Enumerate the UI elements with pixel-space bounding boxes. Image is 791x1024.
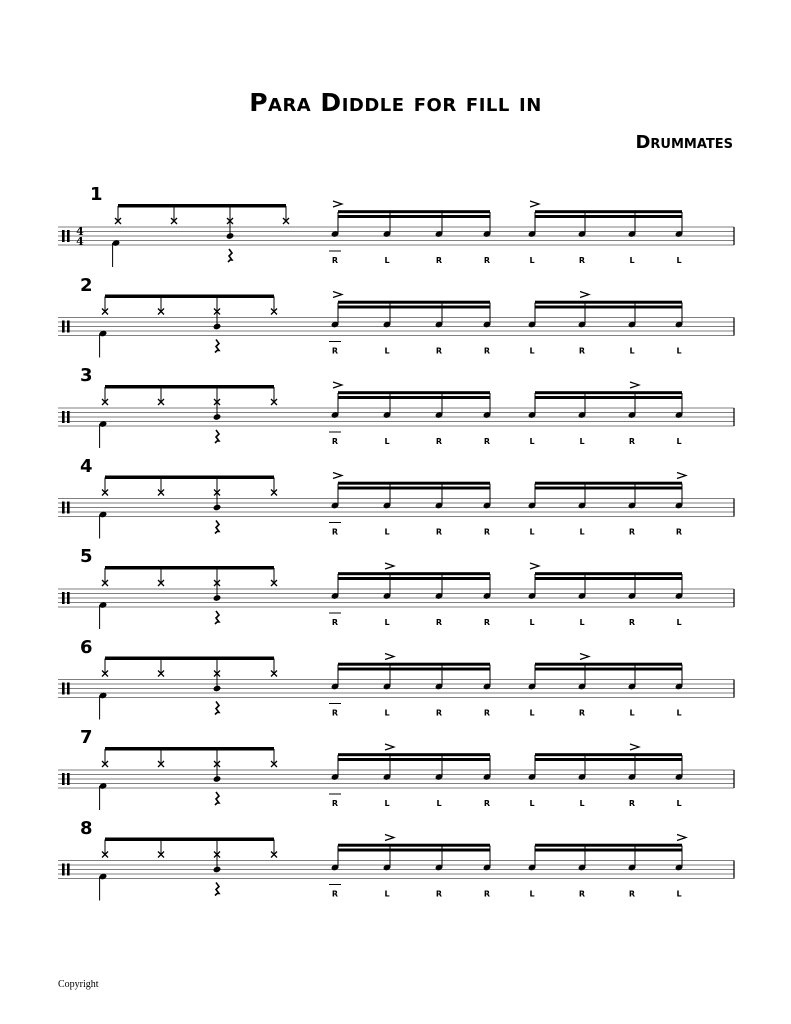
accent-mark xyxy=(630,744,639,750)
sticking-label: R xyxy=(331,708,339,718)
sticking-label: L xyxy=(676,256,682,265)
accent-mark xyxy=(333,292,342,298)
sticking-label: R xyxy=(435,618,443,627)
percussion-clef xyxy=(67,592,70,604)
percussion-clef xyxy=(67,230,70,242)
sixteenth-beam xyxy=(535,306,682,309)
sticking-label: R xyxy=(483,708,491,718)
sticking-label: L xyxy=(676,799,682,808)
sixteenth-beam xyxy=(535,577,682,580)
percussion-clef xyxy=(67,773,70,785)
sixteenth-beam xyxy=(338,572,490,575)
accent-mark xyxy=(677,473,686,479)
sticking-label: R xyxy=(435,889,443,899)
eighth-beam xyxy=(105,838,274,842)
sticking-label: L xyxy=(384,889,390,899)
page-title: Para Diddle for fill in xyxy=(249,88,542,117)
sticking-label: L xyxy=(579,527,585,537)
accent-mark xyxy=(630,382,639,388)
sixteenth-beam xyxy=(338,668,490,671)
sticking-label: R xyxy=(628,527,636,537)
sixteenth-beam xyxy=(535,210,682,213)
sticking-label: R xyxy=(331,346,339,356)
rest xyxy=(215,792,219,805)
eighth-beam xyxy=(105,747,274,751)
percussion-clef xyxy=(67,411,70,423)
rest xyxy=(215,702,219,715)
sixteenth-beam xyxy=(338,210,490,213)
sticking-label: R xyxy=(578,889,586,899)
sticking-label: R xyxy=(628,618,636,627)
percussion-clef xyxy=(62,773,65,785)
sticking-label: R xyxy=(331,618,339,627)
percussion-clef xyxy=(67,321,70,333)
sticking-label: L xyxy=(579,799,585,808)
sticking-label: L xyxy=(676,889,682,899)
sticking-label: L xyxy=(676,437,682,446)
sixteenth-beam xyxy=(535,301,682,304)
sixteenth-beam xyxy=(338,306,490,309)
sticking-label: L xyxy=(384,618,390,627)
sticking-label: R xyxy=(628,437,636,446)
percussion-clef xyxy=(62,411,65,423)
sixteenth-beam xyxy=(338,396,490,399)
sticking-label: L xyxy=(629,256,635,265)
accent-mark xyxy=(530,201,539,207)
measure-number: 7 xyxy=(80,727,93,748)
sixteenth-beam xyxy=(338,215,490,218)
sixteenth-beam xyxy=(338,849,490,852)
accent-mark xyxy=(385,835,394,841)
percussion-clef xyxy=(67,683,70,695)
sticking-label: R xyxy=(675,527,683,537)
sixteenth-beam xyxy=(535,396,682,399)
measure-number: 4 xyxy=(80,455,93,477)
sticking-label: L xyxy=(629,708,635,718)
sixteenth-beam xyxy=(535,482,682,485)
percussion-clef xyxy=(62,592,65,604)
percussion-clef xyxy=(67,864,70,876)
eighth-beam xyxy=(118,204,286,208)
sticking-label: R xyxy=(331,256,339,265)
rest xyxy=(215,521,219,534)
sticking-label: L xyxy=(676,708,682,718)
sixteenth-beam xyxy=(535,215,682,218)
sixteenth-beam xyxy=(535,844,682,847)
sticking-label: L xyxy=(529,256,535,265)
sticking-label: R xyxy=(435,256,443,265)
sticking-label: L xyxy=(384,437,390,446)
sticking-label: R xyxy=(483,799,491,808)
sixteenth-beam xyxy=(338,758,490,761)
accent-mark xyxy=(333,473,342,479)
sixteenth-beam xyxy=(338,663,490,666)
sticking-label: R xyxy=(483,889,491,899)
sixteenth-beam xyxy=(535,753,682,756)
accent-mark xyxy=(530,563,539,569)
sticking-label: R xyxy=(483,437,491,446)
sixteenth-beam xyxy=(535,391,682,394)
measure-number: 8 xyxy=(80,817,93,839)
time-signature-top: 4 xyxy=(76,225,84,238)
sixteenth-beam xyxy=(535,758,682,761)
measure-number: 2 xyxy=(80,274,93,296)
sticking-label: L xyxy=(384,346,390,356)
sixteenth-beam xyxy=(338,391,490,394)
sticking-label: R xyxy=(628,889,636,899)
sticking-label: L xyxy=(529,527,535,537)
percussion-clef xyxy=(62,683,65,695)
sticking-label: L xyxy=(676,346,682,356)
measure-number: 6 xyxy=(80,636,93,658)
percussion-clef xyxy=(62,230,65,242)
sixteenth-beam xyxy=(338,487,490,490)
sixteenth-beam xyxy=(535,663,682,666)
eighth-beam xyxy=(105,385,274,389)
sticking-label: R xyxy=(628,799,636,808)
sticking-label: L xyxy=(629,346,635,356)
accent-mark xyxy=(333,201,342,207)
sixteenth-beam xyxy=(338,844,490,847)
sixteenth-beam xyxy=(535,849,682,852)
sticking-label: L xyxy=(579,437,585,446)
sticking-label: R xyxy=(578,708,586,718)
rest xyxy=(228,249,232,262)
sticking-label: L xyxy=(529,437,535,446)
percussion-clef xyxy=(67,502,70,514)
sticking-label: R xyxy=(331,437,339,446)
sixteenth-beam xyxy=(338,753,490,756)
sticking-label: R xyxy=(483,256,491,265)
sticking-label: L xyxy=(384,708,390,718)
sixteenth-beam xyxy=(338,301,490,304)
rest xyxy=(215,340,219,353)
sticking-label: L xyxy=(529,708,535,718)
rest xyxy=(215,611,219,624)
sticking-label: R xyxy=(331,527,339,537)
sticking-label: R xyxy=(331,799,339,808)
accent-mark xyxy=(677,835,686,841)
sticking-label: L xyxy=(384,256,390,265)
sticking-label: L xyxy=(676,618,682,627)
sticking-label: R xyxy=(435,527,443,537)
sixteenth-beam xyxy=(535,572,682,575)
measure-number: 5 xyxy=(80,546,93,567)
sixteenth-beam xyxy=(338,577,490,580)
accent-mark xyxy=(580,654,589,660)
sticking-label: L xyxy=(384,799,390,808)
copyright-label: Copyright xyxy=(58,979,99,990)
composer-label: Drummates xyxy=(635,132,733,153)
sticking-label: L xyxy=(529,346,535,356)
sticking-label: L xyxy=(579,618,585,627)
sticking-label: R xyxy=(331,889,339,899)
sticking-label: L xyxy=(436,799,442,808)
sixteenth-beam xyxy=(535,487,682,490)
time-signature-bottom: 4 xyxy=(76,235,84,248)
accent-mark xyxy=(580,292,589,298)
accent-mark xyxy=(385,654,394,660)
percussion-clef xyxy=(62,864,65,876)
sticking-label: R xyxy=(483,527,491,537)
percussion-clef xyxy=(62,321,65,333)
sticking-label: R xyxy=(483,618,491,627)
sticking-label: R xyxy=(578,346,586,356)
percussion-clef xyxy=(62,502,65,514)
sticking-label: R xyxy=(483,346,491,356)
sticking-label: R xyxy=(435,708,443,718)
accent-mark xyxy=(385,744,394,750)
sticking-label: R xyxy=(435,346,443,356)
sticking-label: R xyxy=(578,256,586,265)
rest xyxy=(215,883,219,896)
eighth-beam xyxy=(105,566,274,570)
accent-mark xyxy=(385,563,394,569)
sticking-label: L xyxy=(529,799,535,808)
sixteenth-beam xyxy=(535,668,682,671)
eighth-beam xyxy=(105,657,274,661)
accent-mark xyxy=(333,382,342,388)
rest xyxy=(215,430,219,443)
sticking-label: R xyxy=(435,437,443,446)
measure-number: 3 xyxy=(80,365,93,386)
measure-number: 1 xyxy=(90,184,103,205)
sticking-label: L xyxy=(529,889,535,899)
sticking-label: L xyxy=(384,527,390,537)
eighth-beam xyxy=(105,476,274,480)
sixteenth-beam xyxy=(338,482,490,485)
sticking-label: L xyxy=(529,618,535,627)
eighth-beam xyxy=(105,295,274,299)
